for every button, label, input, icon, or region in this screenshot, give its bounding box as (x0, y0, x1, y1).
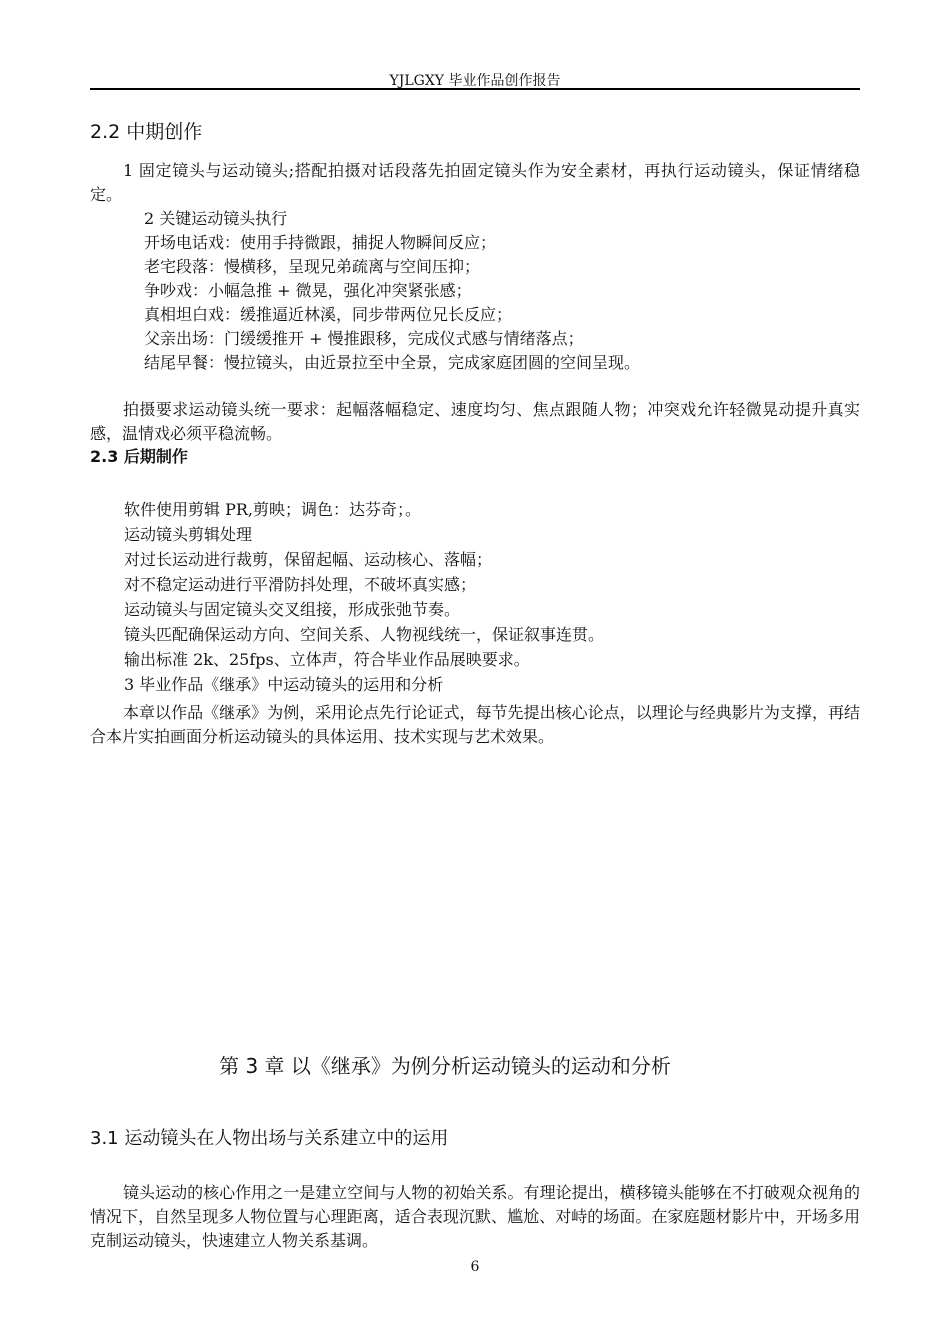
list-item: 运动镜头与固定镜头交叉组接，形成张弛节奏。 (124, 600, 461, 619)
list-item: 3 毕业作品《继承》中运动镜头的运用和分析 (124, 675, 444, 694)
paragraph-3-1: 镜头运动的核心作用之一是建立空间与人物的初始关系。有理论提出，横移镜头能够在不打破观众视角的情况下，自然呈现多人物位置与心理距离，适合表现沉默、尴尬、对峙的场面。在家庭题材影片中，开场多用克制运动镜头，快速建立人物关系基调。 (90, 1183, 860, 1250)
list-item: 软件使用剪辑 PR,剪映；调色：达芬奇；。 (124, 500, 421, 519)
list-item: 父亲出场：门缓缓推开 + 慢推跟移，完成仪式感与情绪落点； (144, 329, 584, 348)
list-item: 镜头匹配确保运动方向、空间关系、人物视线统一，保证叙事连贯。 (124, 625, 605, 644)
page-number: 6 (470, 1259, 480, 1275)
list-item: 对不稳定运动进行平滑防抖处理，不破坏真实感； (124, 575, 477, 594)
section-heading-2-2: 2.2 中期创作 (90, 121, 203, 143)
list-item: 输出标准 2k、25fps、立体声，符合毕业作品展映要求。 (124, 650, 530, 669)
list-item: 开场电话戏：使用手持微跟，捕捉人物瞬间反应； (144, 233, 497, 252)
chapter-title: 第 3 章 以《继承》为例分析运动镜头的运动和分析 (219, 1054, 671, 1078)
paragraph-2-2-requirements: 拍摄要求运动镜头统一要求：起幅落幅稳定、速度均匀、焦点跟随人物；冲突戏允许轻微晃动提升真实感，温情戏必须平稳流畅。 (90, 400, 860, 443)
list-item: 运动镜头剪辑处理 (124, 525, 253, 544)
list-item: 争吵戏：小幅急推 + 微晃，强化冲突紧张感； (144, 281, 472, 300)
list-item: 老宅段落：慢横移，呈现兄弟疏离与空间压抑； (144, 257, 481, 276)
section-heading-3-1: 3.1 运动镜头在人物出场与关系建立中的运用 (90, 1128, 449, 1149)
list-item: 结尾早餐：慢拉镜头，由近景拉至中全景，完成家庭团圆的空间呈现。 (144, 353, 641, 372)
section-heading-2-3: 2.3 后期制作 (90, 447, 188, 466)
list-item: 2 关键运动镜头执行 (144, 209, 288, 228)
running-header: YJLGXY 毕业作品创作报告 (389, 73, 561, 89)
header-rule (90, 88, 860, 90)
list-item: 真相坦白戏：缓推逼近林溪，同步带两位兄长反应； (144, 305, 513, 324)
paragraph-2-3-summary: 本章以作品《继承》为例，采用论点先行论证式，每节先提出核心论点，以理论与经典影片为支撑，再结合本片实拍画面分析运动镜头的具体运用、技术实现与艺术效果。 (90, 703, 860, 746)
list-item: 对过长运动进行裁剪，保留起幅、运动核心、落幅； (124, 550, 493, 569)
paragraph-2-2-intro: 1 固定镜头与运动镜头;搭配拍摄对话段落先拍固定镜头作为安全素材，再执行运动镜头，保证情绪稳定。 (90, 161, 860, 204)
